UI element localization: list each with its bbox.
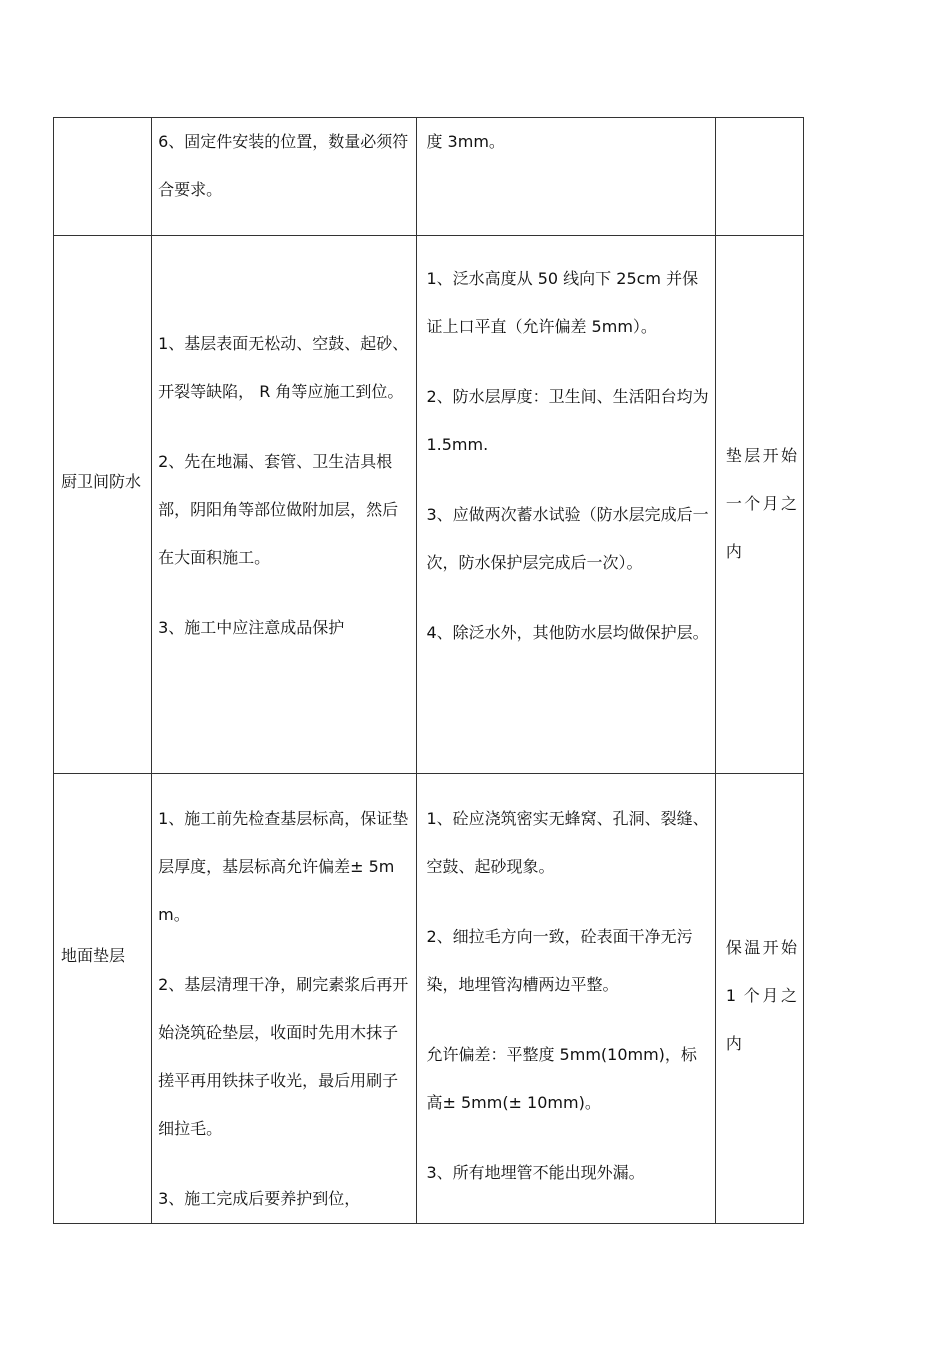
requirement-item: 3、施工完成后要养护到位， [158,1189,361,1208]
requirement-item: 2、先在地漏、套管、卫生洁具根部，阴阳角等部位做附加层，然后在大面积施工。 [158,452,399,567]
table-row [54,774,804,1224]
category-cell [54,118,152,236]
requirement-item: 3、施工中应注意成品保护 [158,618,345,637]
requirements-cell [152,236,417,774]
standard-item: 1、泛水高度从 50 线向下 25cm 并保证上口平直（允许偏差 5mm）。 [426,269,699,336]
standard-item: 2、防水层厚度：卫生间、生活阳台均为 1.5mm. [426,387,709,454]
spec-table [53,117,804,1224]
standard-item: 度 3mm。 [426,132,505,151]
requirement-item: 1、基层表面无松动、空鼓、起砂、开裂等缺陷， R 角等应施工到位。 [158,334,409,401]
standards-cell [417,236,715,774]
standard-item: 3、所有地埋管不能出现外漏。 [426,1163,645,1182]
requirement-item: 6、固定件安装的位置，数量必须符合要求。 [158,132,409,199]
category-text: 厨卫间防水 [61,472,142,491]
standard-item: 允许偏差：平整度 5mm(10mm)，标高± 5mm(± 10mm)。 [426,1045,697,1112]
standard-item: 1、砼应浇筑密实无蜂窝、孔洞、裂缝、空鼓、起砂现象。 [426,809,709,876]
table-row [54,236,804,774]
category-cell [54,774,152,1224]
standards-cell [417,118,715,236]
table-row [54,118,804,236]
requirements-cell [152,118,417,236]
time-cell [715,774,803,1224]
requirement-item: 1、施工前先检查基层标高，保证垫层厚度，基层标高允许偏差± 5mm。 [158,809,409,924]
standard-item: 3、应做两次蓄水试验（防水层完成后一次，防水保护层完成后一次）。 [426,505,709,572]
category-cell [54,236,152,774]
requirements-cell [152,774,417,1224]
standard-item: 4、除泛水外，其他防水层均做保护层。 [426,623,709,642]
standards-cell [417,774,715,1224]
time-text: 保温开始 1 个月之内 [725,938,797,1053]
requirement-item: 2、基层清理干净，刷完素浆后再开始浇筑砼垫层，收面时先用木抹子搓平再用铁抹子收光，最后用刷子细拉毛。 [158,975,409,1138]
time-text: 垫层开始一个月之内 [725,446,797,561]
time-cell [715,236,803,774]
time-cell [715,118,803,236]
category-text: 地面垫层 [61,946,126,965]
standard-item: 2、细拉毛方向一致，砼表面干净无污染，地埋管沟槽两边平整。 [426,927,693,994]
